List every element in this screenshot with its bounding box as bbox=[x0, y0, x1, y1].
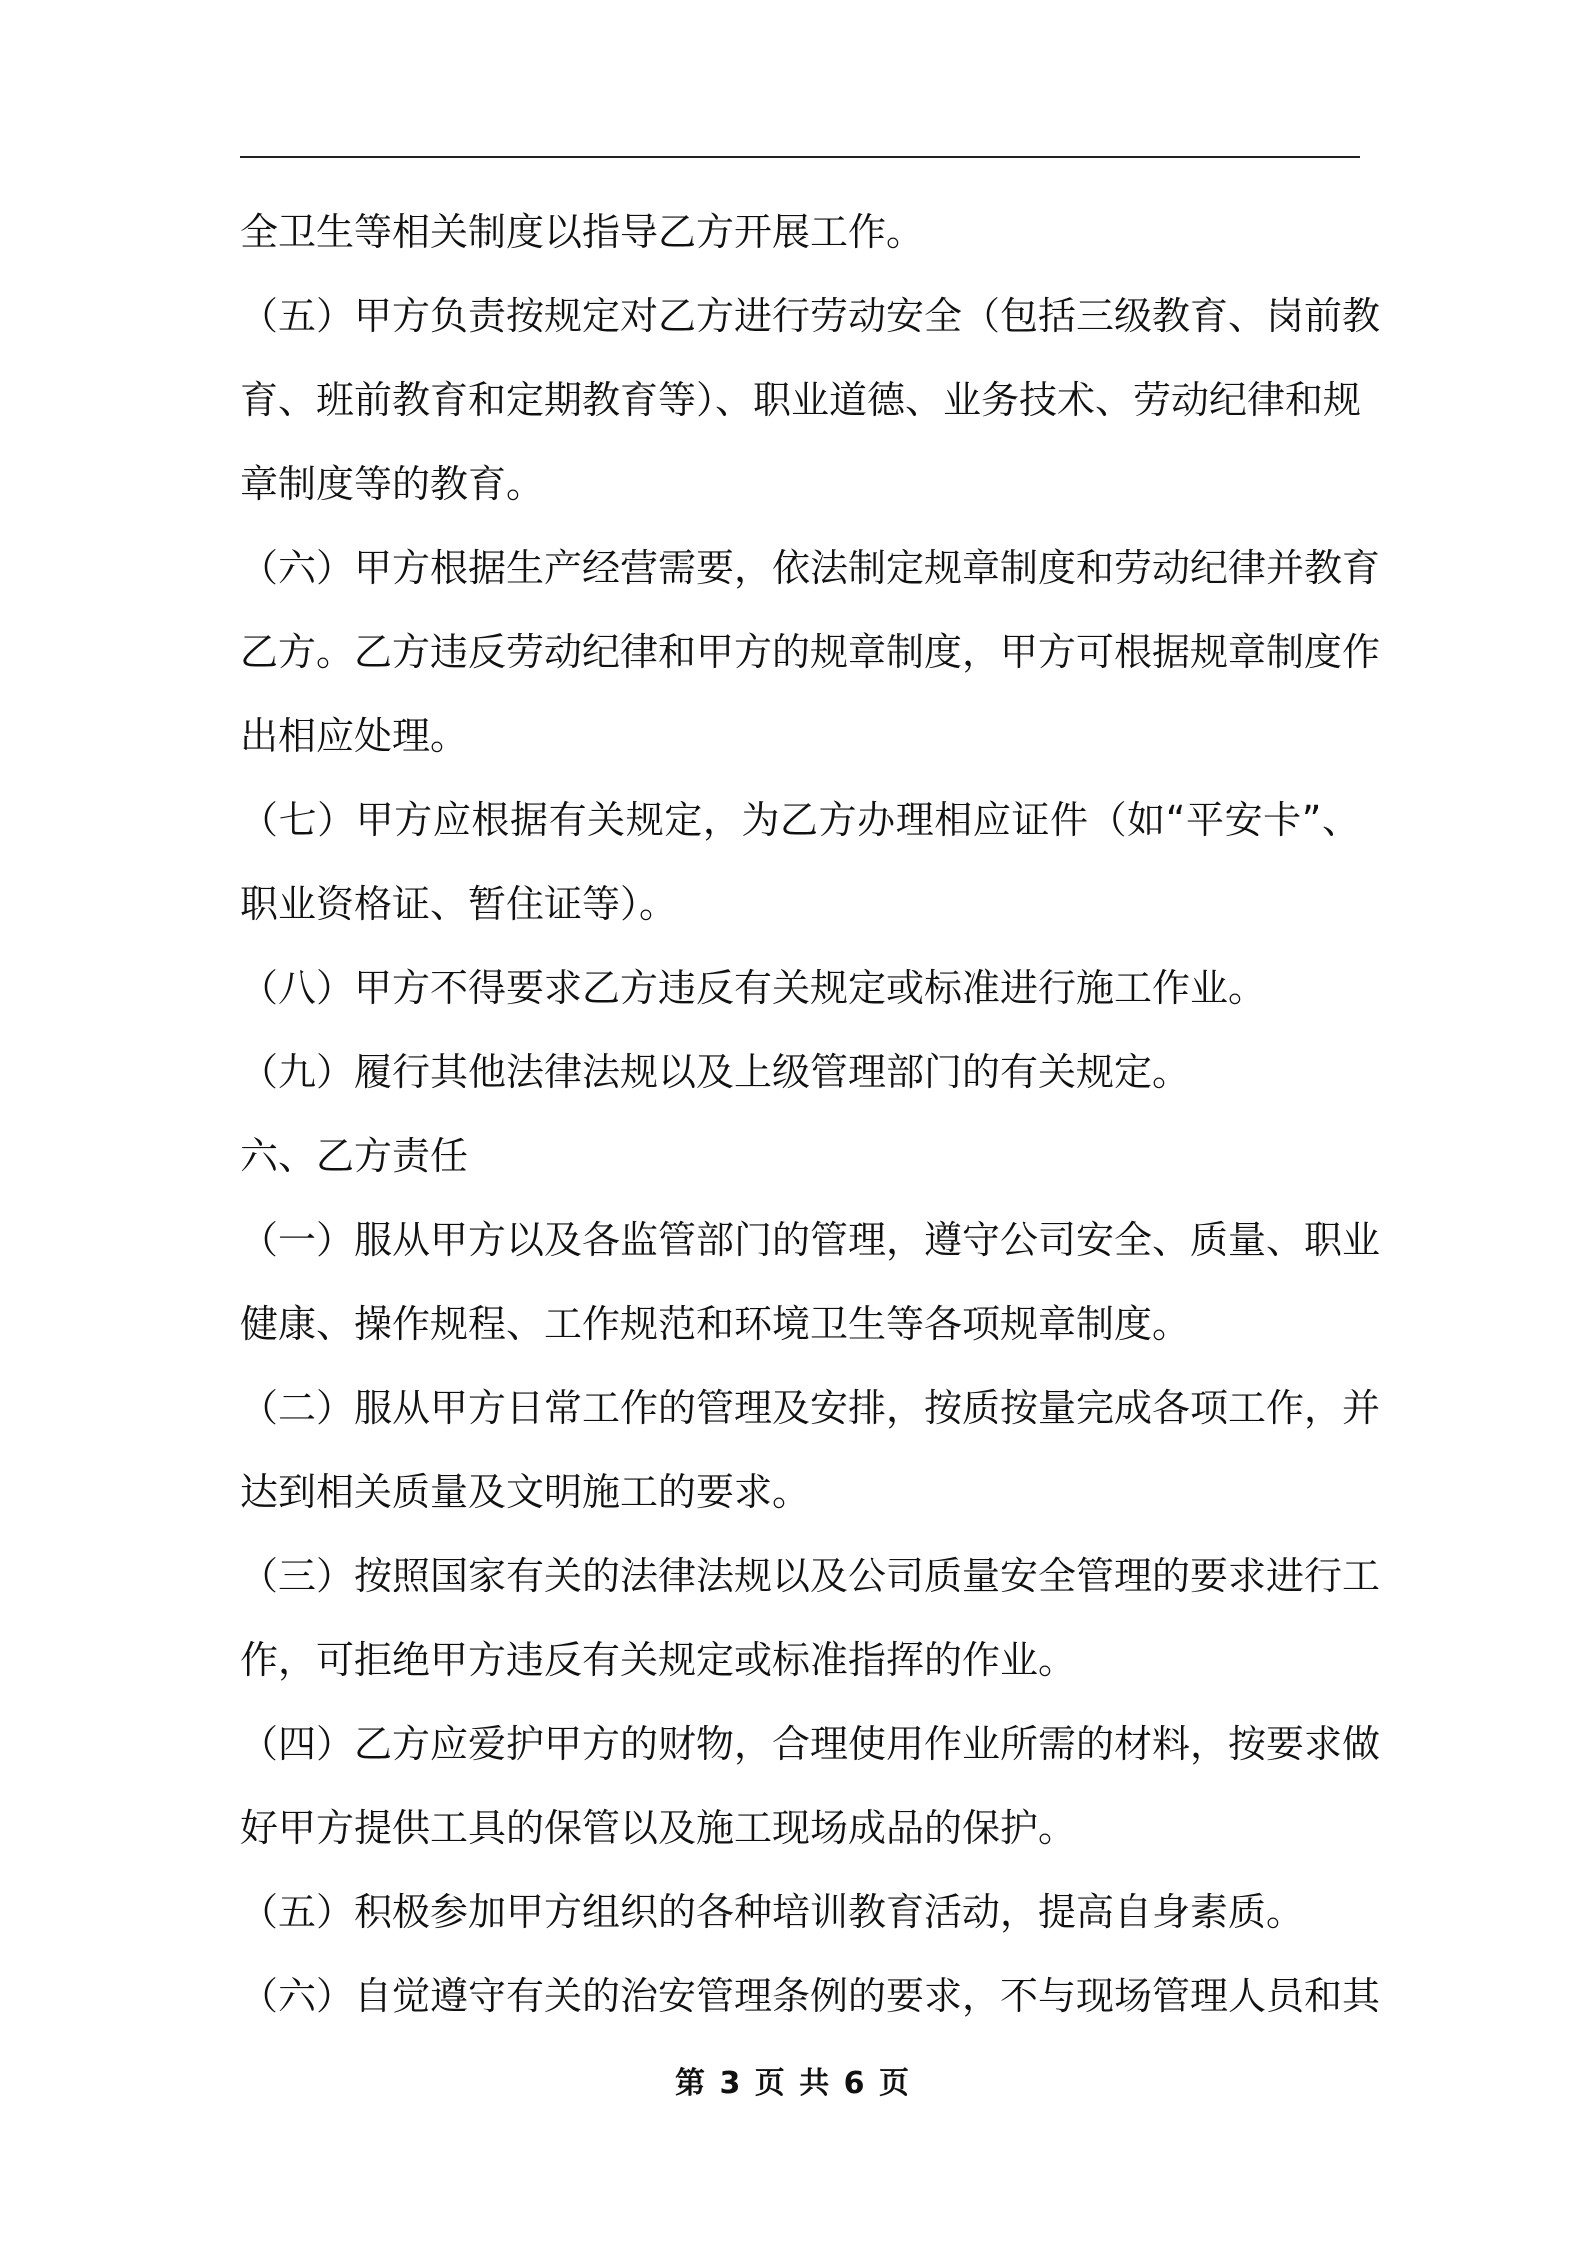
text-line: （六）自觉遵守有关的治安管理条例的要求，不与现场管理人员和其 bbox=[240, 1974, 1381, 2018]
text-line: 职业资格证、暂住证等）。 bbox=[240, 882, 678, 926]
text-line: （一）服从甲方以及各监管部门的管理，遵守公司安全、质量、职业 bbox=[240, 1218, 1381, 1262]
text-line: （三）按照国家有关的法律法规以及公司质量安全管理的要求进行工 bbox=[240, 1554, 1381, 1598]
text-line: （四）乙方应爱护甲方的财物，合理使用作业所需的材料，按要求做 bbox=[240, 1722, 1381, 1766]
text-line: 健康、操作规程、工作规范和环境卫生等各项规章制度。 bbox=[240, 1302, 1191, 1346]
text-line: （七）甲方应根据有关规定，为乙方办理相应证件（如“平安卡”、 bbox=[240, 798, 1360, 842]
text-line: （二）服从甲方日常工作的管理及安排，按质按量完成各项工作，并 bbox=[240, 1386, 1381, 1430]
text-line: 全卫生等相关制度以指导乙方开展工作。 bbox=[240, 210, 925, 254]
text-line: （五）积极参加甲方组织的各种培训教育活动，提高自身素质。 bbox=[240, 1890, 1305, 1934]
text-line: （六）甲方根据生产经营需要，依法制定规章制度和劳动纪律并教育 bbox=[240, 546, 1381, 590]
text-line: （五）甲方负责按规定对乙方进行劳动安全（包括三级教育、岗前教 bbox=[240, 294, 1381, 338]
text-line: 达到相关质量及文明施工的要求。 bbox=[240, 1470, 811, 1514]
text-line: 乙方。乙方违反劳动纪律和甲方的规章制度，甲方可根据规章制度作 bbox=[240, 630, 1381, 674]
header-rule bbox=[240, 156, 1360, 158]
section-heading: 六、乙方责任 bbox=[240, 1134, 469, 1178]
text-line: 章制度等的教育。 bbox=[240, 462, 545, 506]
text-line: 作，可拒绝甲方违反有关规定或标准指挥的作业。 bbox=[240, 1638, 1077, 1682]
text-line: （八）甲方不得要求乙方违反有关规定或标准进行施工作业。 bbox=[240, 966, 1267, 1010]
document-body bbox=[240, 190, 1381, 2038]
text-line: 出相应处理。 bbox=[240, 714, 469, 758]
text-line: （九）履行其他法律法规以及上级管理部门的有关规定。 bbox=[240, 1050, 1191, 1094]
text-line: 育、班前教育和定期教育等）、职业道德、业务技术、劳动纪律和规 bbox=[240, 378, 1362, 422]
text-line: 好甲方提供工具的保管以及施工现场成品的保护。 bbox=[240, 1806, 1077, 1850]
page-number: 第 3 页 共 6 页 bbox=[675, 2066, 911, 2101]
